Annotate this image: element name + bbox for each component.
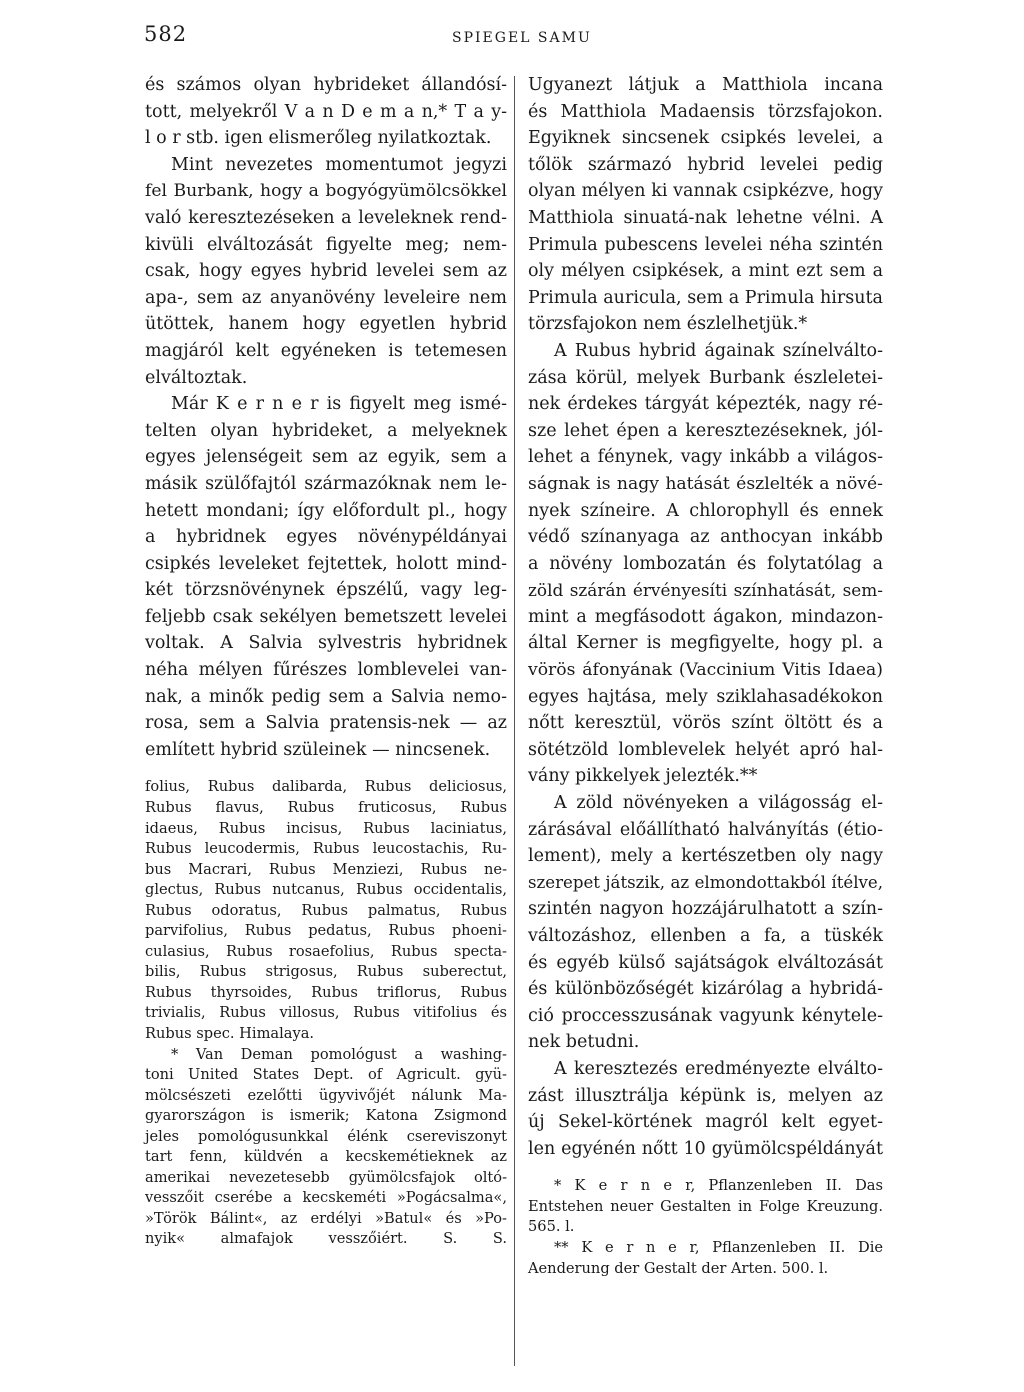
text-line: hetett mondani; így előfordult pl., hogy: [145, 500, 507, 521]
text-line: zást illusztrálja képünk is, melyen az: [528, 1085, 883, 1106]
text-line: sötétzöld lomblevelek helyét apró hal-: [528, 739, 883, 760]
text-line: vány pikkelyek jelezték.**: [528, 766, 758, 787]
footnote-line: mölcsészeti ezelőtti ügyvivőjét nálunk Ma-: [145, 1086, 507, 1104]
text-line: és egyéb külső sajátságok elváltozását: [528, 952, 883, 973]
text-line: lehet a fénynek, vagy inkább a világos-: [528, 447, 883, 468]
text-line: Egyiknek sincsenek csipkés levelei, a: [528, 128, 883, 149]
footnote-line: ** K e r n e r, Pflanzenleben II. Die: [554, 1238, 883, 1256]
text-line: nek betudni.: [528, 1032, 640, 1053]
text-line: említett hybrid szüleinek — nincsenek.: [145, 739, 491, 760]
footnote-line: trivialis, Rubus villosus, Rubus vitifolius és: [145, 1004, 507, 1022]
text-line: lement), mely a kertészetben oly nagy: [528, 846, 883, 867]
footnote-line: amerikai nevezetesebb gyümölcsfajok oltó-: [145, 1168, 507, 1186]
text-line: változáshoz, ellenben a fa, a tüskék: [528, 926, 883, 946]
text-line: törzsfajokon nem észlelhetjük.*: [528, 314, 808, 335]
section-gap: [145, 763, 507, 777]
text-line: feljebb csak sekélyen bemetszett levelei: [145, 606, 507, 627]
footnote-line: folius, Rubus dalibarda, Rubus deliciosus,: [145, 778, 507, 796]
footnote-line: Entstehen neuer Gestalten in Folge Kreuzung.: [528, 1197, 883, 1215]
text-line: oly mélyen csipkések, a mint ezt sem a: [528, 261, 883, 282]
text-line: szerepet játszik, az elmondottakból ítélve,: [528, 872, 883, 892]
text-line: ció proccesszusának vagyunk kénytele-: [528, 1005, 883, 1026]
footnote-line: jeles pomológusunkkal élénk csereviszonyt: [145, 1127, 507, 1145]
footnote-line: culasius, Rubus rosaefolius, Rubus specta-: [145, 942, 507, 960]
text-line: A Rubus hybrid ágainak színelválto-: [554, 340, 883, 361]
text-line: szintén nagyon hozzájárulhatott a szín-: [528, 899, 883, 920]
text-line: A zöld növényeken a világosság el-: [554, 793, 883, 814]
text-line: és számos olyan hybrideket állandósí-: [145, 75, 507, 95]
text-line: A keresztezés eredményezte elválto-: [554, 1058, 883, 1079]
text-line: rosa, sem a Salvia pratensis-nek — az: [145, 713, 507, 734]
text-line: másik szülőfajtól származóknak nem le-: [145, 473, 507, 494]
text-line: és különbözőségét kizárólag a hybridá-: [528, 979, 883, 1000]
text-line: egyes hajtása, mely sziklahasadékokon: [528, 686, 883, 707]
text-line: olyan mélyen ki vannak csipkézve, hogy: [528, 181, 883, 202]
text-line: tott, melyekről V a n D e m a n,* T a y-: [145, 101, 507, 122]
text-line: való keresztezéseken a leveleknek rend-: [145, 207, 507, 228]
text-line: voltak. A Salvia sylvestris hybridnek: [145, 633, 507, 654]
right-column: [528, 72, 883, 1279]
footnote-line: * K e r n e r, Pflanzenleben II. Das: [554, 1177, 883, 1195]
footnote-line: Rubus leucodermis, Rubus leucostachis, Ru-: [145, 840, 507, 858]
text-line: elváltoztak.: [145, 367, 248, 388]
footnote-line: Rubus odoratus, Rubus palmatus, Rubus: [145, 901, 507, 919]
page-number: 582: [144, 22, 188, 46]
footnote-line: »Török Bálint«, az erdélyi »Batul« és »Po-: [145, 1209, 507, 1227]
text-line: csak, hogy egyes hybrid levelei sem az: [145, 261, 507, 282]
right-body-text: [528, 72, 883, 1162]
text-line: és Matthiola Madaensis törzsfajokon.: [528, 101, 883, 122]
text-line: nőtt keresztül, vörös színt öltött és a: [528, 713, 883, 734]
text-line: a hybridnek egyes növénypéldányai: [145, 527, 507, 548]
text-line: zása körül, melyek Burbank észleletei-: [528, 367, 883, 388]
footnote-line: nyik« almafajok vesszőiért. S. S.: [145, 1230, 507, 1248]
footnote-line: parvifolius, Rubus pedatus, Rubus phoeni-: [145, 922, 507, 940]
text-line: új Sekel-körtének magról kelt egyet-: [528, 1112, 883, 1133]
text-line: ütöttek, hanem hogy egyetlen hybrid: [145, 314, 507, 335]
text-line: a növény lombozatán és folytatólag a: [528, 553, 883, 574]
text-line: Ugyanezt látjuk a Matthiola incana: [528, 75, 883, 95]
running-head: SPIEGEL SAMU: [452, 30, 592, 46]
text-line: Primula auricula, sem a Primula hirsuta: [528, 287, 883, 308]
text-line: tőlök származó hybrid levelei pedig: [528, 154, 883, 175]
footnote-line: vesszőit cserébe a kecskeméti »Pogácsalma«,: [145, 1189, 507, 1207]
text-line: Matthiola sinuatá-nak lehetne vélni. A: [528, 207, 883, 228]
footnote-line: Rubus flavus, Rubus fruticosus, Rubus: [145, 798, 507, 816]
left-column: [145, 72, 507, 1250]
left-footnotes: [145, 777, 507, 1250]
footnote-line: * Van Deman pomológust a washing-: [171, 1045, 507, 1063]
text-line: l o r stb. igen elismerőleg nyilatkoztak.: [145, 128, 492, 149]
text-line: egyes jelenségeit sem az egyik, sem a: [145, 447, 507, 468]
text-line: védő színanyaga az anthocyan inkább: [528, 527, 883, 548]
text-line: két törzsnövénynek épszélű, vagy leg-: [145, 580, 507, 601]
text-line: zárásával előállítható halványítás (étio-: [528, 819, 883, 840]
text-line: mint a megfásodott ágakon, mindazon-: [528, 606, 883, 627]
footnote-line: tart fenn, küldvén a kecskemétieknek az: [145, 1148, 507, 1166]
text-line: zöld szárán érvényesíti színhatását, sem-: [528, 580, 883, 601]
text-line: telten olyan hybrideket, a melyeknek: [145, 420, 507, 441]
footnote-line: toni United States Dept. of Agricult. gyü-: [145, 1066, 507, 1084]
text-line: által Kerner is megfigyelte, hogy pl. a: [528, 633, 883, 654]
footnote-line: bus Macrari, Rubus Menziezi, Rubus ne-: [145, 860, 507, 878]
footnote-line: glectus, Rubus nutcanus, Rubus occidentalis,: [145, 881, 507, 899]
text-line: vörös áfonyának (Vaccinium Vitis Idaea): [528, 660, 883, 681]
right-footnotes: [528, 1176, 883, 1279]
footnote-line: Rubus spec. Himalaya.: [145, 1025, 315, 1042]
footnote-line: gyarországon is ismerik; Katona Zsigmond: [145, 1107, 507, 1125]
section-gap: [528, 1162, 883, 1176]
text-line: Primula pubescens levelei néha szintén: [528, 234, 883, 255]
text-line: apa-, sem az anyanövény leveleire nem: [145, 287, 507, 308]
text-line: csipkés leveleket fejtettek, holott mind-: [145, 553, 507, 574]
text-line: Mint nevezetes momentumot jegyzi: [171, 154, 507, 175]
text-line: ságnak is nagy hatását észlelték a növé-: [528, 473, 883, 494]
text-line: néha mélyen fűrészes lomblevelei van-: [145, 660, 507, 681]
text-line: Már K e r n e r is figyelt meg ismé-: [171, 394, 507, 415]
text-line: sze lehet épen a keresztezéseknek, jól-: [528, 420, 883, 441]
footnote-line: bilis, Rubus strigosus, Rubus suberectut,: [145, 963, 507, 981]
footnote-line: idaeus, Rubus incisus, Rubus laciniatus,: [145, 819, 507, 837]
text-line: kivüli elváltozását figyelte meg; nem-: [145, 234, 507, 255]
text-line: fel Burbank, hogy a bogyógyümölcsökkel: [145, 181, 507, 202]
text-line: nak, a minők pedig sem a Salvia nemo-: [145, 686, 507, 707]
text-line: nyek színeire. A chlorophyll és ennek: [528, 500, 883, 521]
text-line: magjáról kelt egyéneken is tetemesen: [145, 340, 507, 361]
footnote-line: Rubus thyrsoides, Rubus triflorus, Rubus: [145, 983, 507, 1001]
footnote-line: Aenderung der Gestalt der Arten. 500. l.: [528, 1259, 829, 1277]
left-body-text: [145, 72, 507, 763]
text-line: len egyénén nőtt 10 gyümölcspéldányát: [528, 1138, 883, 1159]
footnote-line: 565. l.: [528, 1218, 575, 1236]
column-divider: [514, 76, 515, 1366]
text-line: nek érdekes tárgyát képezték, nagy ré-: [528, 394, 883, 415]
